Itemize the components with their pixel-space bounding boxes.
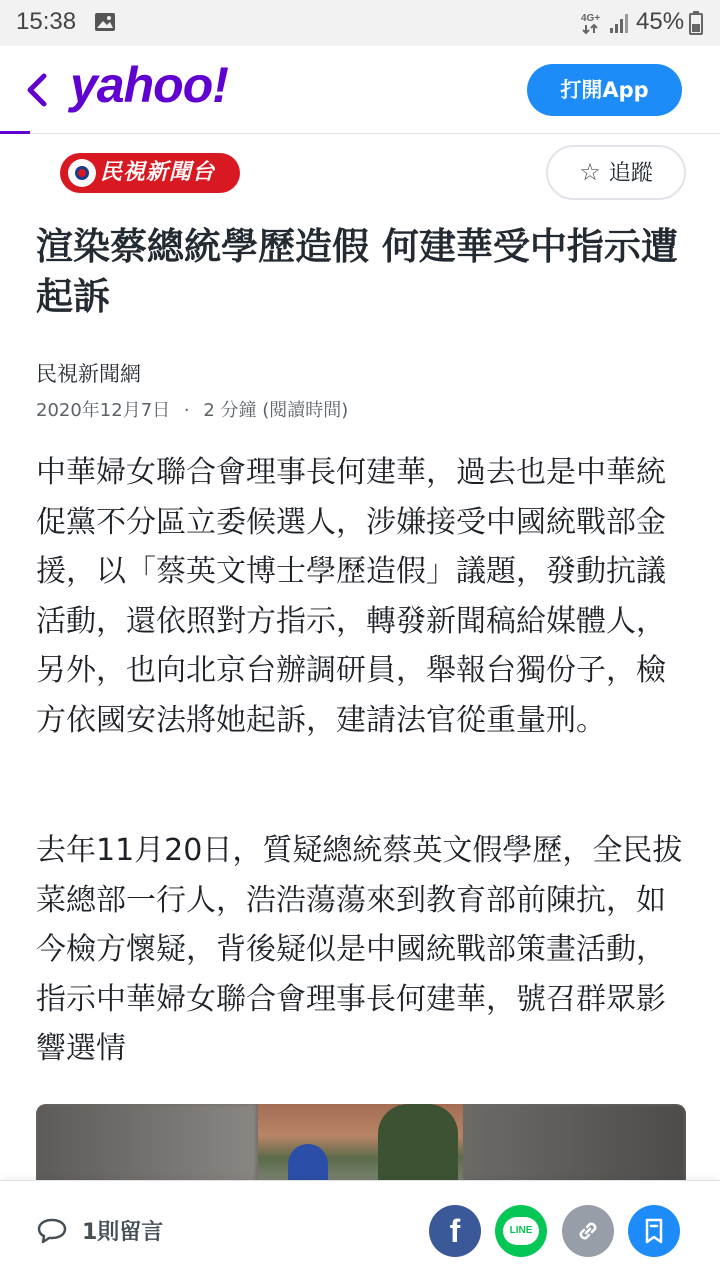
article-paragraph: 去年11月20日，質疑總統蔡英文假學歷，全民拔菜總部一行人，浩浩蕩蕩來到教育部前陳抗，如今檢方懷疑，背後疑似是中國統戰部策畫活動，指示中華婦女聯合會理事長何建華，號召群眾影響選情 <box>36 833 683 1066</box>
article-paragraph: 中華婦女聯合會理事長何建華，過去也是中華統促黨不分區立委候選人，涉嫌接受中國統戰部金援，以「蔡英文博士學歷造假」議題，發動抗議活動，還依照對方指示，轉發新聞稿給媒體人，另外，也向北京台辦調研員，舉報台獨份子，檢方依國安法將她起訴，建請法官從重量刑。 <box>36 455 666 738</box>
facebook-share-button[interactable] <box>429 1205 481 1257</box>
article-meta <box>36 396 348 422</box>
status-bar <box>0 0 720 46</box>
open-app-button[interactable]: 打開App <box>527 64 682 116</box>
signal-icon <box>609 12 631 34</box>
clock: 15:38 <box>16 8 77 35</box>
facebook-icon: f <box>449 1212 461 1249</box>
battery-percent: 45% <box>636 8 685 35</box>
thumbnail-person <box>288 1144 328 1184</box>
article-source[interactable]: 民視新聞網 <box>36 362 141 386</box>
star-icon: ☆ <box>579 158 601 186</box>
svg-text:4G+: 4G+ <box>581 13 601 24</box>
article-title: 渲染蔡總統學歷造假 何建華受中指示遭起訴 <box>36 225 678 318</box>
battery-icon <box>689 11 703 35</box>
back-arrow-icon[interactable] <box>22 72 52 108</box>
comments-button[interactable] <box>36 1215 163 1246</box>
ftv-logo-icon <box>68 159 96 187</box>
bookmark-button[interactable] <box>628 1205 680 1257</box>
network-4g-icon <box>580 11 606 35</box>
app-header <box>0 46 720 134</box>
image-notification-icon <box>94 12 116 32</box>
line-icon: LINE <box>503 1217 539 1245</box>
progress-indicator <box>0 131 30 134</box>
bottom-action-bar <box>0 1180 720 1280</box>
link-icon <box>574 1217 602 1245</box>
meta-separator: · <box>183 400 190 421</box>
comment-icon <box>36 1217 68 1245</box>
comments-count-label: 1則留言 <box>82 1220 164 1245</box>
publisher-logo[interactable] <box>60 153 240 193</box>
follow-button[interactable] <box>546 145 686 200</box>
copy-link-button[interactable] <box>562 1205 614 1257</box>
follow-label: 追蹤 <box>608 161 653 186</box>
read-time: 2 分鐘 (閱讀時間) <box>203 400 349 421</box>
article-date: 2020年12月7日 <box>36 400 171 421</box>
yahoo-logo[interactable]: yahoo! <box>70 57 228 113</box>
line-share-button[interactable] <box>495 1205 547 1257</box>
bookmark-icon <box>642 1217 666 1245</box>
publisher-logo-text: 民視新聞台 <box>100 160 216 185</box>
